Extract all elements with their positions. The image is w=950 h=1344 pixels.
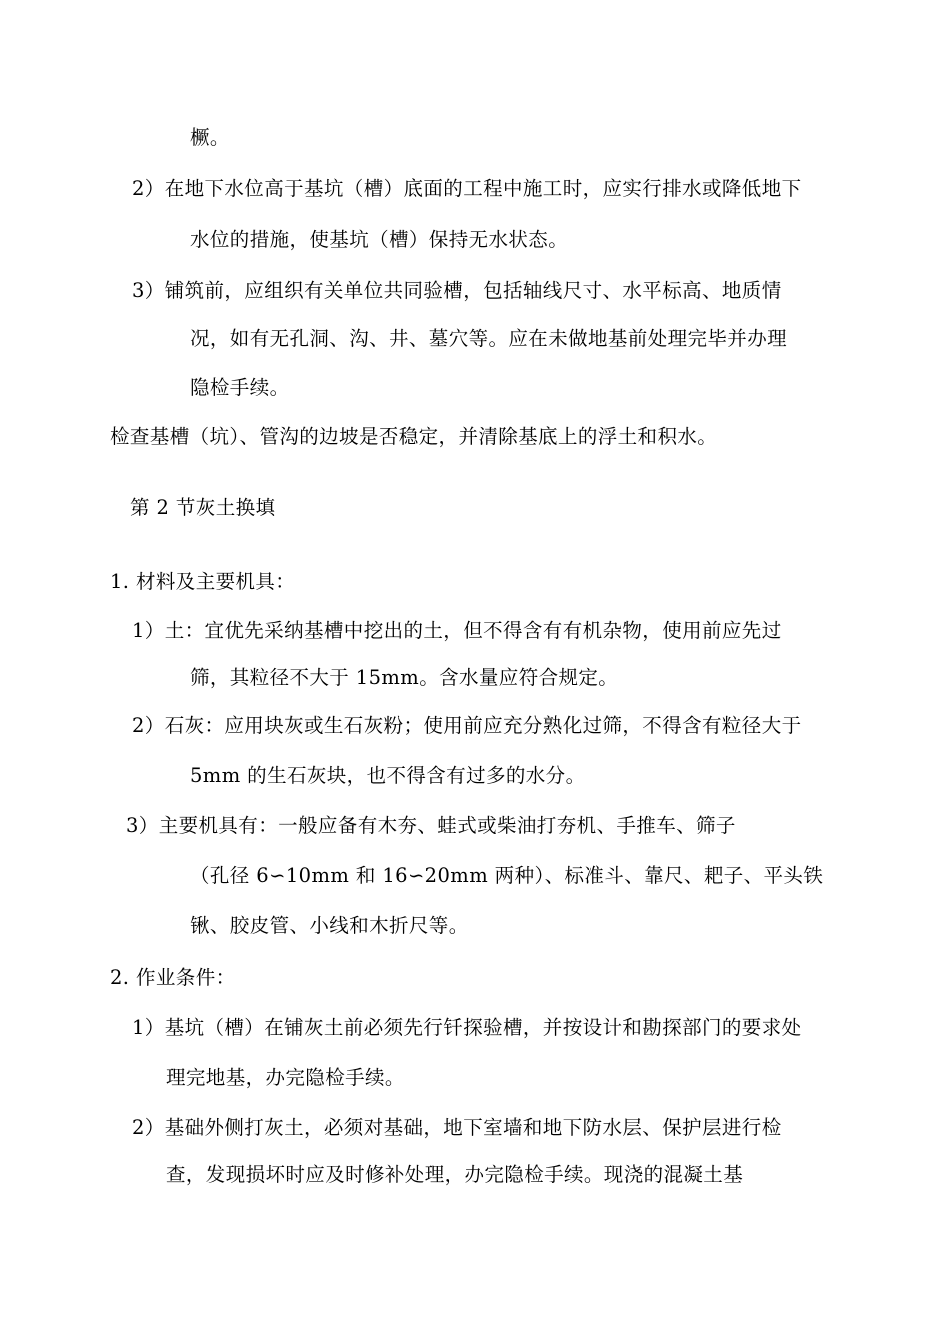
text-line: 隐检手续。 xyxy=(190,376,290,399)
text-line: 理完地基，办完隐检手续。 xyxy=(166,1066,405,1089)
subheading-materials: 1. 材料及主要机具： xyxy=(110,570,296,593)
section-heading: 第 2 节灰土换填 xyxy=(130,496,276,519)
list-item-2: 2）在地下水位高于基坑（槽）底面的工程中施工时，应实行排水或降低地下 xyxy=(132,177,802,200)
text-line: 橛。 xyxy=(190,126,230,149)
text-line: 水位的措施，使基坑（槽）保持无水状态。 xyxy=(190,228,569,251)
text-line: 况，如有无孔洞、沟、井、墓穴等。应在未做地基前处理完毕并办理 xyxy=(190,327,788,350)
list-item-2: 2）基础外侧打灰土，必须对基础，地下室墙和地下防水层、保护层进行检 xyxy=(132,1116,782,1139)
paragraph-line: 检查基槽（坑）、管沟的边坡是否稳定，并清除基底上的浮土和积水。 xyxy=(110,425,718,448)
text-line: 5mm 的生石灰块，也不得含有过多的水分。 xyxy=(190,764,586,787)
text-line: （孔径 6∽10mm 和 16∽20mm 两种）、标准斗、靠尺、耙子、平头铁 xyxy=(190,864,824,887)
list-item-3: 3）主要机具有：一般应备有木夯、蛙式或柴油打夯机、手推车、筛子 xyxy=(126,814,736,837)
list-item-2: 2）石灰：应用块灰或生石灰粉；使用前应充分熟化过筛，不得含有粒径大于 xyxy=(132,714,802,737)
list-item-3: 3）铺筑前，应组织有关单位共同验槽，包括轴线尺寸、水平标高、地质情 xyxy=(132,279,782,302)
list-item-1: 1）基坑（槽）在铺灰土前必须先行钎探验槽，并按设计和勘探部门的要求处 xyxy=(132,1016,802,1039)
text-line: 锹、胶皮管、小线和木折尺等。 xyxy=(190,914,469,937)
text-line: 查，发现损坏时应及时修补处理，办完隐检手续。现浇的混凝土基 xyxy=(166,1163,744,1186)
list-item-1: 1）土：宜优先采纳基槽中挖出的土，但不得含有有机杂物，使用前应先过 xyxy=(132,619,782,642)
subheading-conditions: 2. 作业条件： xyxy=(110,966,236,989)
text-line: 筛，其粒径不大于 15mm。含水量应符合规定。 xyxy=(190,666,619,689)
